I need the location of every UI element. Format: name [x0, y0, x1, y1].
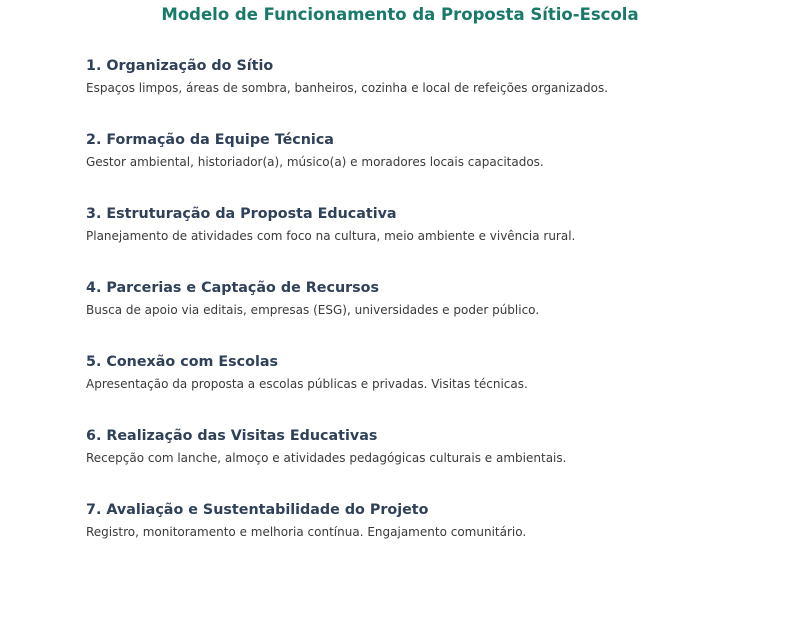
step-conexao-escolas [86, 353, 786, 427]
step-organizacao [86, 57, 786, 131]
step-title: 2. Formação da Equipe Técnica [86, 132, 334, 148]
step-visitas-educativas [86, 427, 786, 501]
step-description: Planejamento de atividades com foco na cultura, meio ambiente e vivência rural. [86, 229, 576, 243]
step-title: 4. Parcerias e Captação de Recursos [86, 280, 380, 296]
step-estruturacao-proposta [86, 205, 786, 279]
step-title: 6. Realização das Visitas Educativas [86, 428, 378, 444]
step-description: Busca de apoio via editais, empresas (ESG), universidades e poder público. [86, 303, 540, 317]
step-description: Espaços limpos, áreas de sombra, banheiros, cozinha e local de refeições organizados. [86, 81, 609, 95]
step-formacao-equipe [86, 131, 786, 205]
step-description: Registro, monitoramento e melhoria contínua. Engajamento comunitário. [86, 525, 527, 539]
step-description: Apresentação da proposta a escolas públicas e privadas. Visitas técnicas. [86, 377, 528, 391]
step-description: Gestor ambiental, historiador(a), músico(a) e moradores locais capacitados. [86, 155, 544, 169]
page-title: Modelo de Funcionamento da Proposta Sítio-Escola [161, 5, 639, 24]
step-avaliacao [86, 501, 786, 575]
steps-list [86, 57, 786, 575]
step-title: 3. Estruturação da Proposta Educativa [86, 206, 397, 222]
step-title: 7. Avaliação e Sustentabilidade do Projeto [86, 502, 429, 518]
step-title: 5. Conexão com Escolas [86, 354, 279, 370]
step-title: 1. Organização do Sítio [86, 58, 274, 74]
step-parcerias [86, 279, 786, 353]
step-description: Recepção com lanche, almoço e atividades pedagógicas culturais e ambientais. [86, 451, 567, 465]
